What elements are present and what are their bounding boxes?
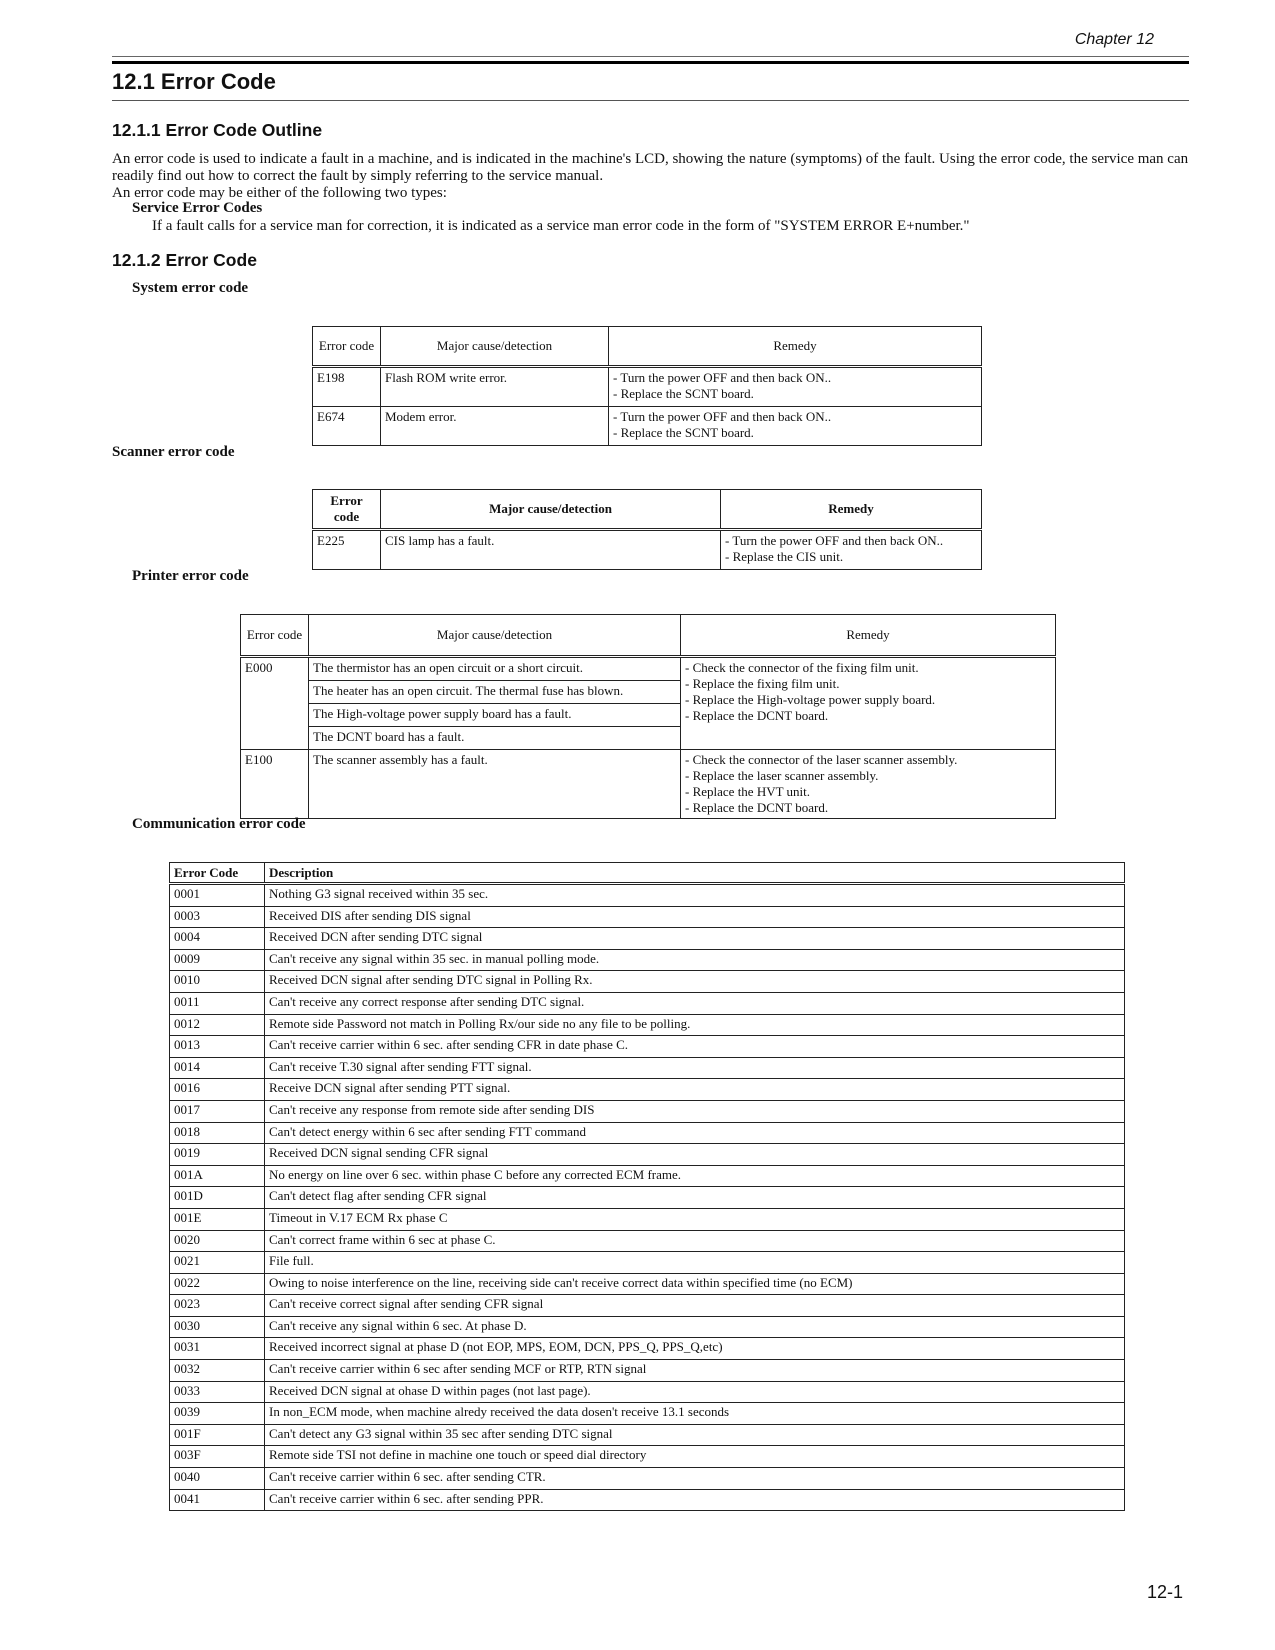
description-cell: Remote side Password not match in Polling Rx/our side no any file to be polling. (265, 1014, 1125, 1036)
description-cell: Received DCN signal after sending DTC signal in Polling Rx. (265, 971, 1125, 993)
remedy-line: - Replace the fixing film unit. (685, 676, 840, 691)
intro-paragraph-1: An error code is used to indicate a fault in a machine, and is indicated in the machine's LCD, showing the nature (symptoms) of the fault. Using the error code, the service man can readily find out how to correct the fault by simply referring to the service manual. (112, 151, 1189, 184)
description-cell: Can't correct frame within 6 sec at phase C. (265, 1230, 1125, 1252)
cause-cell: The High-voltage power supply board has a fault. (309, 704, 681, 727)
outline-heading: 12.1.1 Error Code Outline (112, 120, 323, 140)
error-code-cell: 0012 (170, 1014, 265, 1036)
table-row (170, 1100, 1125, 1122)
header-remedy: Remedy (721, 490, 982, 530)
description-cell: Owing to noise interference on the line, receiving side can't receive correct data within specified time (no ECM) (265, 1273, 1125, 1295)
table-row (170, 1273, 1125, 1295)
remedy-line: - Replace the SCNT board. (613, 386, 754, 401)
table-row (170, 1489, 1125, 1511)
error-code-cell: 0009 (170, 949, 265, 971)
scanner-error-table (312, 489, 982, 570)
description-cell: Can't receive any response from remote side after sending DIS (265, 1100, 1125, 1122)
table-row (170, 1403, 1125, 1425)
printer-error-table (240, 614, 1056, 819)
description-cell: Can't receive T.30 signal after sending FTT signal. (265, 1057, 1125, 1079)
table-header-row (241, 615, 1056, 657)
remedy-line: - Replace the SCNT board. (613, 425, 754, 440)
remedy-cell (609, 407, 982, 446)
description-cell: Nothing G3 signal received within 35 sec. (265, 884, 1125, 907)
table-row (313, 407, 982, 446)
description-cell: Received DCN signal at ohase D within pages (not last page). (265, 1381, 1125, 1403)
cause-cell: The heater has an open circuit. The thermal fuse has blown. (309, 681, 681, 704)
remedy-cell (681, 657, 1056, 750)
table-row (241, 657, 1056, 681)
section-title: 12.1 Error Code (112, 69, 276, 94)
description-cell: Received DCN signal sending CFR signal (265, 1144, 1125, 1166)
table-row (170, 884, 1125, 907)
header-description: Description (265, 863, 1125, 884)
table-row (170, 1036, 1125, 1058)
error-code-cell: 0017 (170, 1100, 265, 1122)
section-rule (112, 100, 1189, 101)
description-cell: Can't receive any signal within 6 sec. At phase D. (265, 1316, 1125, 1338)
error-code-heading: 12.1.2 Error Code (112, 250, 257, 270)
description-cell: Receive DCN signal after sending PTT signal. (265, 1079, 1125, 1101)
description-cell: Can't receive any signal within 35 sec. in manual polling mode. (265, 949, 1125, 971)
table-row (170, 1295, 1125, 1317)
table-row (241, 750, 1056, 819)
description-cell: Can't detect energy within 6 sec after sending FTT command (265, 1122, 1125, 1144)
error-code-cell: 0018 (170, 1122, 265, 1144)
chapter-label: Chapter 12 (1074, 31, 1154, 48)
remedy-line: - Replace the HVT unit. (685, 784, 811, 799)
remedy-line: - Turn the power OFF and then back ON.. (613, 370, 832, 385)
header-remedy: Remedy (609, 327, 982, 367)
description-cell: Can't receive carrier within 6 sec. after sending CTR. (265, 1468, 1125, 1490)
description-cell: Can't detect flag after sending CFR signal (265, 1187, 1125, 1209)
printer-error-label: Printer error code (132, 568, 249, 584)
error-code-cell: 001A (170, 1165, 265, 1187)
remedy-cell (681, 750, 1056, 819)
table-row (170, 906, 1125, 928)
remedy-line: - Replace the laser scanner assembly. (685, 768, 879, 783)
table-row (170, 1079, 1125, 1101)
header-remedy: Remedy (681, 615, 1056, 657)
table-row (170, 1252, 1125, 1274)
error-code-cell: 0041 (170, 1489, 265, 1511)
error-code-cell: 001F (170, 1424, 265, 1446)
error-code-cell: 0010 (170, 971, 265, 993)
cause-cell: The thermistor has an open circuit or a short circuit. (309, 657, 681, 681)
table-header-row (313, 490, 982, 530)
error-code-cell: 0039 (170, 1403, 265, 1425)
table-row (170, 1381, 1125, 1403)
error-code-cell: 0022 (170, 1273, 265, 1295)
table-row (170, 1014, 1125, 1036)
header-error-code: Error code (313, 490, 381, 530)
table-row (170, 1316, 1125, 1338)
description-cell: Can't receive carrier within 6 sec. after sending CFR in date phase C. (265, 1036, 1125, 1058)
table-row (170, 949, 1125, 971)
remedy-line: - Replace the DCNT board. (685, 708, 829, 723)
table-row (170, 1122, 1125, 1144)
remedy-line: - Replace the DCNT board. (685, 800, 829, 815)
table-row (170, 1468, 1125, 1490)
service-codes-title: Service Error Codes (132, 200, 263, 216)
header-rule-thin (112, 56, 1189, 57)
communication-error-label: Communication error code (132, 816, 306, 832)
table-header-row (170, 863, 1125, 884)
table-row (170, 1187, 1125, 1209)
cause-cell: Flash ROM write error. (381, 367, 609, 407)
intro-paragraphs (112, 151, 1197, 202)
error-code-cell: 0021 (170, 1252, 265, 1274)
table-row (170, 1230, 1125, 1252)
error-code-cell: E198 (313, 367, 381, 407)
header-rule-thick (112, 61, 1189, 64)
description-cell: File full. (265, 1252, 1125, 1274)
error-code-cell: 001E (170, 1208, 265, 1230)
header-major-cause: Major cause/detection (309, 615, 681, 657)
description-cell: Received incorrect signal at phase D (not EOP, MPS, EOM, DCN, PPS_Q, PPS_Q,etc) (265, 1338, 1125, 1360)
description-cell: Can't receive any correct response after sending DTC signal. (265, 992, 1125, 1014)
error-code-cell: 0001 (170, 884, 265, 907)
table-row (170, 1144, 1125, 1166)
error-code-cell: 0011 (170, 992, 265, 1014)
table-row (170, 1208, 1125, 1230)
remedy-line: - Check the connector of the laser scanner assembly. (685, 752, 958, 767)
error-code-cell: 0033 (170, 1381, 265, 1403)
error-code-cell: E100 (241, 750, 309, 819)
table-row (170, 1165, 1125, 1187)
table-row (170, 1338, 1125, 1360)
error-code-cell: 0003 (170, 906, 265, 928)
error-code-cell: E674 (313, 407, 381, 446)
description-cell: Can't detect any G3 signal within 35 sec after sending DTC signal (265, 1424, 1125, 1446)
cause-cell: The scanner assembly has a fault. (309, 750, 681, 819)
error-code-cell: 0040 (170, 1468, 265, 1490)
service-codes-text: If a fault calls for a service man for correction, it is indicated as a service man error code in the form of "SYSTEM ERROR E+number." (152, 218, 970, 234)
remedy-line: - Turn the power OFF and then back ON.. (725, 533, 944, 548)
description-cell: Timeout in V.17 ECM Rx phase C (265, 1208, 1125, 1230)
table-row (170, 1057, 1125, 1079)
table-header-row (313, 327, 982, 367)
table-row (170, 1446, 1125, 1468)
table-row (170, 1424, 1125, 1446)
remedy-line: - Replase the CIS unit. (725, 549, 844, 564)
error-code-cell: 0014 (170, 1057, 265, 1079)
remedy-line: - Turn the power OFF and then back ON.. (613, 409, 832, 424)
communication-table-body (170, 884, 1125, 1511)
header-major-cause: Major cause/detection (381, 490, 721, 530)
table-row (170, 1360, 1125, 1382)
description-cell: Can't receive correct signal after sending CFR signal (265, 1295, 1125, 1317)
description-cell: In non_ECM mode, when machine alredy received the data dosen't receive 13.1 seconds (265, 1403, 1125, 1425)
communication-error-table (169, 862, 1125, 1511)
table-row (170, 928, 1125, 950)
error-code-cell: 001D (170, 1187, 265, 1209)
table-row (170, 992, 1125, 1014)
cause-cell: Modem error. (381, 407, 609, 446)
header-error-code: Error code (313, 327, 381, 367)
error-code-cell: 0020 (170, 1230, 265, 1252)
error-code-cell: E225 (313, 530, 381, 570)
error-code-cell: 0030 (170, 1316, 265, 1338)
description-cell: No energy on line over 6 sec. within phase C before any corrected ECM frame. (265, 1165, 1125, 1187)
system-error-table (312, 326, 982, 446)
description-cell: Received DIS after sending DIS signal (265, 906, 1125, 928)
cause-cell: CIS lamp has a fault. (381, 530, 721, 570)
page-number: 12-1 (1146, 1582, 1183, 1602)
description-cell: Can't receive carrier within 6 sec. after sending PPR. (265, 1489, 1125, 1511)
error-code-cell: 0019 (170, 1144, 265, 1166)
remedy-cell (609, 367, 982, 407)
table-row (313, 367, 982, 407)
system-error-label: System error code (132, 280, 249, 296)
error-code-cell: E000 (241, 657, 309, 750)
error-code-cell: 0013 (170, 1036, 265, 1058)
header-major-cause: Major cause/detection (381, 327, 609, 367)
remedy-cell (721, 530, 982, 570)
remedy-line: - Replace the High-voltage power supply board. (685, 692, 936, 707)
error-code-cell: 0032 (170, 1360, 265, 1382)
table-row (170, 971, 1125, 993)
description-cell: Remote side TSI not define in machine one touch or speed dial directory (265, 1446, 1125, 1468)
error-code-cell: 003F (170, 1446, 265, 1468)
error-code-cell: 0016 (170, 1079, 265, 1101)
header-error-code: Error Code (170, 863, 265, 884)
error-code-cell: 0004 (170, 928, 265, 950)
remedy-line: - Check the connector of the fixing film unit. (685, 660, 919, 675)
error-code-cell: 0023 (170, 1295, 265, 1317)
intro-paragraph-2: An error code may be either of the following two types: (112, 185, 447, 201)
description-cell: Received DCN after sending DTC signal (265, 928, 1125, 950)
header-error-code: Error code (241, 615, 309, 657)
error-code-cell: 0031 (170, 1338, 265, 1360)
description-cell: Can't receive carrier within 6 sec after sending MCF or RTP, RTN signal (265, 1360, 1125, 1382)
scanner-error-label: Scanner error code (112, 444, 235, 460)
cause-cell: The DCNT board has a fault. (309, 727, 681, 750)
table-row (313, 530, 982, 570)
